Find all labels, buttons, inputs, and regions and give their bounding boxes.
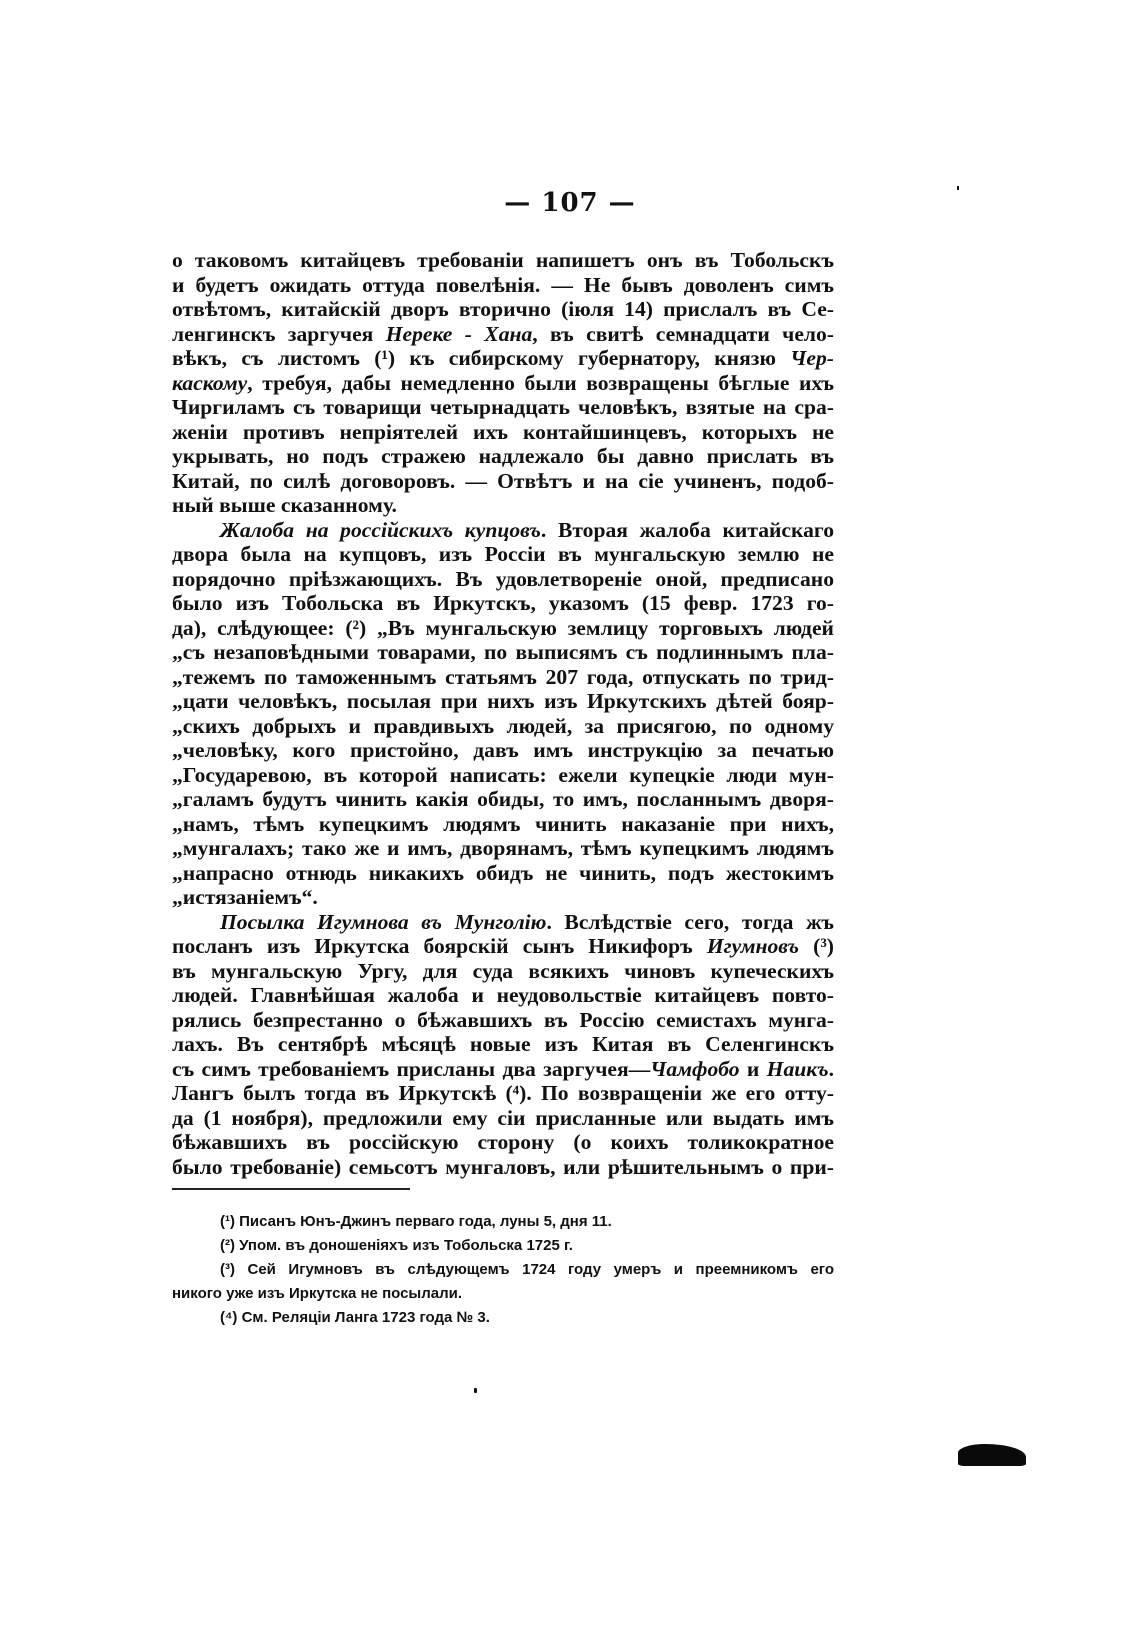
text-line — [172, 1081, 834, 1106]
text-line — [172, 787, 834, 812]
footnote-line: (²) Упом. въ доношеніяхъ изъ Тобольска 1725 г. — [220, 1237, 573, 1254]
text-line — [172, 1155, 834, 1180]
text-run: . — [828, 1056, 834, 1081]
text-line — [172, 420, 834, 445]
text-run: ный выше сказанному. — [172, 493, 397, 517]
text-line — [172, 885, 834, 910]
footnote-line: никого уже изъ Иркутска не посылали. — [172, 1285, 463, 1302]
text-run: рялись безпрестанно о бѣжавшихъ въ Россію семистахъ мунга- — [172, 1007, 834, 1032]
text-run: женіи противъ непріятелей ихъ контайшинцевъ, которыхъ не — [172, 419, 834, 444]
text-run: было требованіе) семьсотъ мунгаловъ, или рѣшительнымъ о при- — [172, 1154, 834, 1179]
text-line — [172, 273, 834, 298]
italic-text-run: Чер- — [790, 346, 834, 370]
text-line — [172, 1130, 834, 1155]
italic-text-run: Наикъ — [766, 1056, 829, 1081]
text-run: „галамъ будутъ чинить какія обиды, то имъ, посланнымъ дворя- — [172, 787, 834, 811]
text-run: ленгинскъ заргучея — [172, 321, 386, 346]
text-line — [172, 665, 834, 690]
text-line — [172, 371, 834, 396]
text-run: въ мунгальскую Ургу, для суда всякихъ чиновъ купеческихъ — [172, 958, 834, 983]
text-run: . Вслѣдствіе сего, тогда жъ — [546, 909, 834, 934]
text-run: посланъ изъ Иркутска боярскій сынъ Никифоръ — [172, 934, 707, 958]
italic-text-run: Посылка Игумнова въ Мунголію — [220, 909, 547, 934]
text-line — [172, 910, 834, 935]
text-run: „мунгалахъ; тако же и имъ, дворянамъ, тѣмъ купецкимъ людямъ — [172, 836, 834, 860]
text-line — [172, 346, 834, 371]
text-run: да (1 ноября), предложили ему сіи присланные или выдать имъ — [172, 1105, 834, 1130]
text-run: , требуя, дабы немедленно были возвращены бѣглые ихъ — [247, 370, 834, 395]
text-run: укрывать, но подъ стражею надлежало бы давно прислать въ — [172, 444, 834, 468]
text-run: „Государевою, въ которой написать: ежели купецкіе люди мун- — [172, 762, 834, 787]
italic-text-run: каскому — [172, 370, 248, 395]
text-run: Лангъ былъ тогда въ Иркутскѣ (⁴). По возвращеніи же его отту- — [172, 1081, 834, 1105]
text-line — [172, 542, 834, 567]
text-run: отвѣтомъ, китайскій дворъ вторично (іюля 14) прислалъ въ Се- — [172, 297, 834, 321]
text-line — [172, 836, 834, 861]
text-line — [172, 959, 834, 984]
text-run: и будетъ ожидать оттуда повелѣнія. — Не бывъ доволенъ симъ — [172, 272, 834, 297]
text-line — [172, 812, 834, 837]
text-run: порядочно пріѣзжающихъ. Въ удовлетвореніе оной, предписано — [172, 566, 834, 591]
footnote-line: (³) Сей Игумновъ въ слѣдующемъ 1724 году умеръ и преемникомъ его — [220, 1261, 834, 1278]
text-run: бѣжавшихъ въ россійскую сторону (о коихъ толикократное — [172, 1130, 834, 1154]
text-line — [172, 567, 834, 592]
text-line — [172, 322, 834, 347]
text-line — [172, 983, 834, 1008]
text-run: и — [739, 1056, 767, 1081]
text-run: было изъ Тобольска въ Иркутскъ, указомъ (15 февр. 1723 го- — [172, 591, 834, 615]
text-run: . Вторая жалоба китайскаго — [540, 517, 834, 542]
text-run: „скихъ добрыхъ и правдивыхъ людей, за присягою, по одному — [172, 713, 834, 738]
text-line — [172, 1057, 834, 1082]
text-run: „человѣку, кого пристойно, давъ имъ инструкцію за печатью — [172, 738, 834, 762]
main-text-body — [172, 248, 834, 1179]
text-run: , въ свитѣ семнадцати чело- — [532, 321, 834, 346]
text-run: о таковомъ китайцевъ требованіи напишетъ онъ въ Тобольскъ — [172, 248, 834, 272]
text-run: „тежемъ по таможеннымъ статьямъ 207 года, отпускать по трид- — [172, 664, 834, 689]
text-line — [172, 1032, 834, 1057]
text-line — [172, 714, 834, 739]
scan-speck — [474, 1388, 477, 1393]
text-line — [172, 738, 834, 763]
text-line — [172, 444, 834, 469]
text-line — [172, 1008, 834, 1033]
page-number: — 107 — — [504, 188, 636, 218]
text-run: съ симъ требованіемъ присланы два заргучея— — [172, 1056, 651, 1081]
footnote-line: (¹) Писанъ Юнъ-Джинъ перваго года, луны 5, дня 11. — [220, 1213, 612, 1230]
text-run: „съ незаповѣдными товарами, по выписямъ съ подлиннымъ пла- — [172, 640, 834, 664]
text-run: „цати человѣкъ, посылая при нихъ изъ Иркутскихъ дѣтей бояр- — [172, 689, 834, 713]
text-line — [172, 861, 834, 886]
text-run: да), слѣдующее: (²) „Въ мунгальскую землицу торговыхъ людей — [172, 615, 834, 640]
text-line — [172, 640, 834, 665]
text-run: людей. Главнѣйшая жалоба и неудовольствіе китайцевъ повто- — [172, 983, 834, 1007]
footnote-line: (⁴) См. Реляціи Ланга 1723 года № 3. — [220, 1309, 490, 1326]
text-run: „истязаніемъ“. — [172, 885, 318, 909]
text-line — [172, 1106, 834, 1131]
italic-text-run: Жалоба на россійскихъ купцовъ — [220, 517, 541, 542]
text-line — [172, 934, 834, 959]
text-line — [172, 763, 834, 788]
text-run: „напрасно отнюдь никакихъ обидъ не чинить, подъ жестокимъ — [172, 860, 834, 885]
footnote-separator — [172, 1188, 410, 1190]
text-run: (³) — [799, 934, 834, 958]
text-run: „намъ, тѣмъ купецкимъ людямъ чинить наказаніе при нихъ, — [172, 811, 834, 836]
text-line — [172, 248, 834, 273]
text-run: двора была на купцовъ, изъ Россіи въ мунгальскую землю не — [172, 542, 834, 566]
text-run: вѣкъ, съ листомъ (¹) къ сибирскому губернатору, князю — [172, 346, 791, 370]
scan-ink-blot — [958, 1444, 1026, 1466]
text-run: Чиргиламъ съ товарищи четырнадцать человѣкъ, взятые на сра- — [172, 395, 834, 419]
text-line — [172, 689, 834, 714]
footnotes — [172, 1210, 834, 1330]
text-run: лахъ. Въ сентябрѣ мѣсяцѣ новые изъ Китая въ Селенгинскъ — [172, 1032, 834, 1056]
italic-text-run: Нереке - Хана — [385, 321, 533, 346]
text-line — [172, 297, 834, 322]
scan-speck — [957, 186, 959, 190]
text-run: Китай, по силѣ договоровъ. — Отвѣтъ и на сіе учиненъ, подоб- — [172, 468, 834, 493]
italic-text-run: Игумновъ — [706, 934, 800, 958]
text-line — [172, 591, 834, 616]
text-line — [172, 469, 834, 494]
text-line — [172, 518, 834, 543]
text-line — [172, 616, 834, 641]
text-line — [172, 395, 834, 420]
text-line — [172, 493, 834, 518]
italic-text-run: Чамфобо — [650, 1056, 740, 1081]
